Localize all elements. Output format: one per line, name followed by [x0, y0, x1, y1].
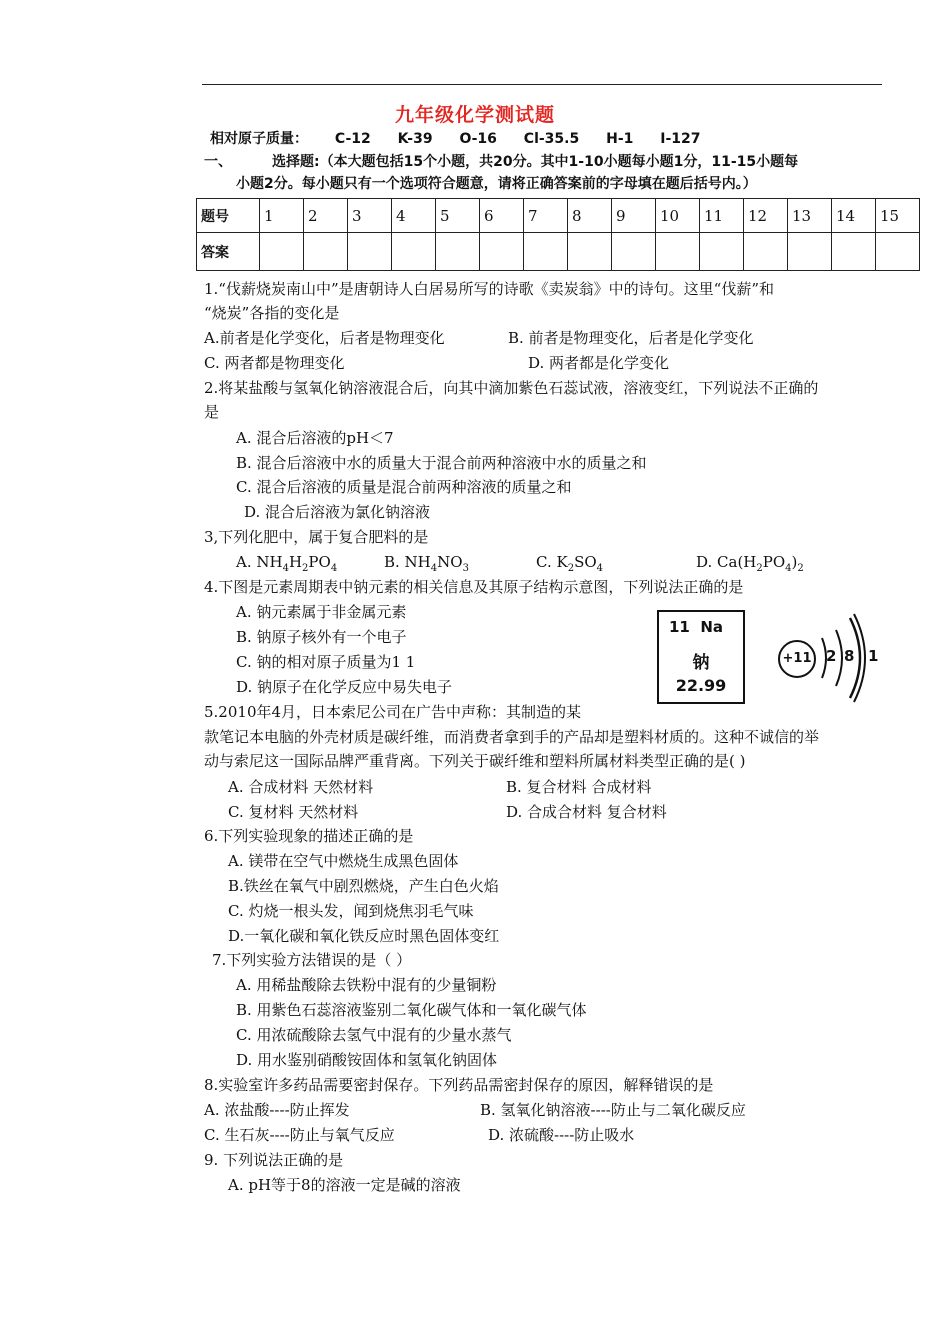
answer-cell[interactable]	[788, 233, 832, 271]
q8-stem: 8.实验室许多药品需要密封保存。下列药品需密封保存的原因，解释错误的是	[204, 1076, 714, 1094]
answer-cell[interactable]	[612, 233, 656, 271]
answer-table-number-row	[197, 199, 920, 233]
atomic-mass-item: O-16	[459, 131, 497, 147]
question-number-cell: 12	[744, 199, 788, 233]
answer-cell[interactable]	[524, 233, 568, 271]
answer-cell[interactable]	[656, 233, 700, 271]
q2-option-d: D. 混合后溶液为氯化钠溶液	[244, 503, 431, 521]
q3-option-d: D. $Ca(H_2PO_4)_2$	[696, 553, 804, 574]
element-symbol: Na	[700, 618, 724, 636]
atomic-mass-item: K-39	[397, 131, 433, 147]
q7-option-b: B. 用紫色石蕊溶液鉴别二氧化碳气体和一氧化碳气体	[236, 1001, 587, 1019]
shell-electron-count: 8	[844, 647, 855, 665]
q3-stem: 3,下列化肥中，属于复合肥料的是	[204, 528, 429, 546]
answer-cell[interactable]	[700, 233, 744, 271]
q6-option-a: A. 镁带在空气中燃烧生成黑色固体	[228, 852, 459, 870]
answer-table-answer-row	[197, 233, 920, 271]
q2-option-b: B. 混合后溶液中水的质量大于混合前两种溶液中水的质量之和	[236, 454, 647, 472]
q5-stem-line3: 动与索尼这一国际品牌严重背离。下列关于碳纤维和塑料所属材料类型正确的是( )	[204, 752, 746, 770]
question-number-cell: 9	[612, 199, 656, 233]
answer-cell[interactable]	[876, 233, 920, 271]
shell-electron-count: 2	[826, 647, 837, 665]
q6-option-d: D.一氧化碳和氧化铁反应时黑色固体变红	[228, 927, 500, 945]
q5-option-b: B. 复合材料 合成材料	[506, 778, 652, 796]
answer-cell[interactable]	[832, 233, 876, 271]
q5-stem-line1: 5.2010年4月，日本索尼公司在广告中声称：其制造的某	[204, 703, 582, 721]
q8-option-c: C. 生石灰----防止与氧气反应	[204, 1126, 395, 1144]
element-name: 钠	[692, 653, 710, 673]
answer-cell[interactable]	[348, 233, 392, 271]
q6-option-c: C. 灼烧一根头发，闻到烧焦羽毛气味	[228, 902, 474, 920]
atomic-mass-item: C-12	[334, 131, 371, 147]
answer-table-answer-label: 答案	[197, 233, 260, 271]
q7-stem: 7.下列实验方法错误的是（ ）	[212, 951, 412, 969]
element-number-symbol	[669, 618, 723, 636]
answer-cell[interactable]	[304, 233, 348, 271]
answer-cell[interactable]	[436, 233, 480, 271]
answer-cell[interactable]	[744, 233, 788, 271]
question-number-cell: 5	[436, 199, 480, 233]
question-number-cell: 11	[700, 199, 744, 233]
q8-option-d: D. 浓硫酸----防止吸水	[488, 1126, 635, 1144]
q5-option-c: C. 复材料 天然材料	[228, 803, 359, 821]
q9-option-a: A. pH等于8的溶液一定是碱的溶液	[228, 1176, 461, 1194]
q3-option-a: A. $NH_4H_2PO_4$	[236, 553, 338, 574]
section-number: 一、	[204, 154, 232, 170]
q1-stem-line2: “烧炭”各指的变化是	[204, 304, 340, 322]
q4-option-a: A. 钠元素属于非金属元素	[236, 603, 407, 621]
q3-option-b: B. $NH_4NO_3$	[384, 553, 469, 574]
top-rule	[202, 84, 882, 85]
question-number-cell: 3	[348, 199, 392, 233]
question-number-cell: 14	[832, 199, 876, 233]
atom-nucleus: +11	[778, 640, 816, 678]
question-number-cell: 4	[392, 199, 436, 233]
shell-electron-count: 1	[868, 647, 879, 665]
q1-option-b: B. 前者是物理变化，后者是化学变化	[508, 329, 754, 347]
q6-stem: 6.下列实验现象的描述正确的是	[204, 827, 414, 845]
q1-option-c: C. 两者都是物理变化	[204, 354, 345, 372]
q4-stem: 4.下图是元素周期表中钠元素的相关信息及其原子结构示意图，下列说法正确的是	[204, 578, 744, 596]
electron-shell-arcs	[770, 608, 880, 708]
answer-table-number-label: 题号	[197, 199, 260, 233]
question-number-cell: 6	[480, 199, 524, 233]
q1-option-a: A.前者是化学变化，后者是物理变化	[204, 329, 445, 347]
element-mass: 22.99	[675, 676, 727, 695]
section-instructions-line2: 小题2分。每小题只有一个选项符合题意，请将正确答案前的字母填在题后括号内。）	[236, 176, 757, 192]
question-number-cell: 8	[568, 199, 612, 233]
atomic-mass-item: H-1	[606, 131, 634, 147]
q7-option-c: C. 用浓硫酸除去氢气中混有的少量水蒸气	[236, 1026, 512, 1044]
page-title: 九年级化学测试题	[394, 104, 555, 126]
q7-option-a: A. 用稀盐酸除去铁粉中混有的少量铜粉	[236, 976, 497, 994]
section-instructions-line1: 选择题:（本大题包括15个小题，共20分。其中1-10小题每小题1分，11-15小题每	[272, 154, 799, 170]
q3-option-c: C. $K_2SO_4$	[536, 553, 604, 574]
q2-stem-line1: 2.将某盐酸与氢氧化钠溶液混合后，向其中滴加紫色石蕊试液，溶液变红，下列说法不正确的	[204, 379, 819, 397]
sodium-element-card	[657, 610, 745, 704]
q4-option-b: B. 钠原子核外有一个电子	[236, 628, 407, 646]
question-number-cell: 15	[876, 199, 920, 233]
q8-option-b: B. 氢氧化钠溶液----防止与二氧化碳反应	[480, 1101, 746, 1119]
atomic-mass-item: I-127	[660, 131, 701, 147]
q4-option-d: D. 钠原子在化学反应中易失电子	[236, 678, 453, 696]
q5-option-d: D. 合成合材料 复合材料	[506, 803, 667, 821]
question-number-cell: 10	[656, 199, 700, 233]
atomic-mass-label: 相对原子质量：	[210, 131, 308, 147]
answer-cell[interactable]	[260, 233, 304, 271]
question-number-cell: 7	[524, 199, 568, 233]
sodium-atom-diagram	[770, 608, 880, 708]
atomic-mass-row	[210, 128, 723, 148]
q5-option-a: A. 合成材料 天然材料	[228, 778, 374, 796]
element-atomic-number: 11	[669, 618, 690, 636]
question-number-cell: 2	[304, 199, 348, 233]
q5-stem-line2: 款笔记本电脑的外壳材质是碳纤维，而消费者拿到手的产品却是塑料材质的。这种不诚信的举	[204, 728, 820, 746]
q2-option-c: C. 混合后溶液的质量是混合前两种溶液的质量之和	[236, 478, 572, 496]
q1-stem-line1: 1.“伐薪烧炭南山中”是唐朝诗人白居易所写的诗歌《卖炭翁》中的诗句。这里“伐薪”和	[204, 280, 774, 298]
q7-option-d: D. 用水鉴别硝酸铵固体和氢氧化钠固体	[236, 1051, 498, 1069]
answer-cell[interactable]	[392, 233, 436, 271]
q1-option-d: D. 两者都是化学变化	[528, 354, 670, 372]
q4-option-c: C. 钠的相对原子质量为1 1	[236, 653, 416, 671]
q6-option-b: B.铁丝在氧气中剧烈燃烧，产生白色火焰	[228, 877, 499, 895]
q2-stem-line2: 是	[204, 403, 220, 421]
q2-option-a: A. 混合后溶液的pH＜7	[236, 429, 394, 447]
atomic-mass-item: Cl-35.5	[523, 131, 580, 147]
q9-stem: 9. 下列说法正确的是	[204, 1151, 344, 1169]
question-number-cell: 13	[788, 199, 832, 233]
answer-cell[interactable]	[480, 233, 524, 271]
answer-cell[interactable]	[568, 233, 612, 271]
q8-option-a: A. 浓盐酸----防止挥发	[204, 1101, 350, 1119]
question-number-cell: 1	[260, 199, 304, 233]
answer-table	[196, 198, 920, 271]
